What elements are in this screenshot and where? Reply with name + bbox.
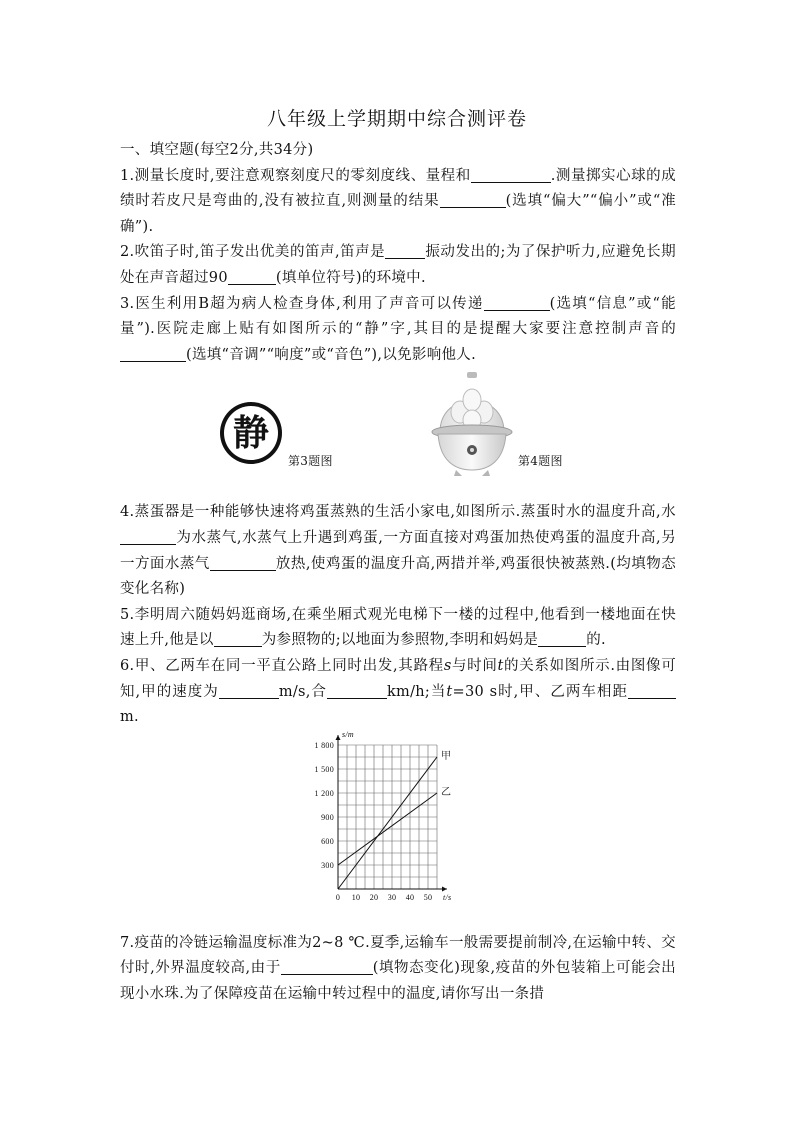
jing-char: 静 (232, 413, 270, 455)
q5-text-b: 为参照物的;以地面为参照物,李明和妈妈是 (261, 632, 539, 649)
question-6 (120, 654, 676, 731)
q5-blank-2[interactable] (538, 630, 586, 647)
q6-text-c: 的关系如图所示.由图像可知,甲的速度为 (120, 657, 677, 700)
q6-text-d: m/s,合 (278, 683, 327, 700)
q5-text-a: 5.李明周六随妈妈逛商场,在乘坐厢式观光电梯下一楼的过程中,他看到一楼地面在快速上升,他是以 (120, 606, 676, 649)
figure-4-caption: 第4题图 (518, 454, 563, 469)
y-axis-arrow (336, 735, 341, 740)
question-5 (120, 603, 676, 654)
q4-text-c: 放热,使鸡蛋的温度升高,两措并举,鸡蛋很快被蒸熟.(均填物态变化名称) (120, 555, 676, 598)
q3-text-a: 3.医生利用B超为病人检查身体,利用了声音可以传递 (120, 295, 484, 312)
q3-blank-2[interactable] (120, 345, 186, 362)
y-tick-label: 1 200 (314, 788, 334, 798)
q6-var-t2: t (446, 683, 453, 700)
q7-text-a: 7.疫苗的冷链运输温度标准为2~8 ℃.夏季,运输车一般需要提前制冷,在运输中转、交付时,外界温度较高,由于 (120, 934, 676, 977)
q6-blank-2[interactable] (327, 682, 387, 699)
x-axis-label: t/s (443, 892, 452, 902)
q2-text-c: (填单位符号)的环境中. (275, 269, 426, 286)
x-tick-label: 30 (387, 892, 397, 902)
q6-text-a: 6.甲、乙两车在同一平直公路上同时出发,其路程 (120, 657, 444, 674)
q2-blank-2[interactable] (228, 268, 276, 285)
q6-blank-3[interactable] (628, 682, 676, 699)
q2-text-b: 振动发出的;为了保护听力,应避免长期处在声音超过90 (120, 244, 676, 286)
q6-text-f: =30 s时,甲、乙两车相距 (452, 683, 628, 700)
q6-text-e: km/h;当 (386, 683, 447, 700)
q1-text-b: .测量掷实心球的成绩时若皮尺是弯曲的,没有被拉直,则测量的结果 (120, 167, 676, 210)
question-3 (120, 292, 676, 369)
page-title: 八年级上学期期中综合测评卷 (266, 108, 527, 130)
q5-text-c: 的. (586, 632, 606, 649)
q3-text-c: (选填“音调”“响度”或“音色”),以免影响他人. (186, 346, 477, 363)
x-axis-arrow (442, 886, 447, 891)
series-label-jia: 甲 (441, 750, 452, 762)
y-axis-label: s/m (342, 729, 355, 739)
y-tick-label: 600 (321, 836, 334, 846)
figure-6-chart-area (120, 731, 676, 921)
section-heading: 一、填空题(每空2分,共34分) (120, 142, 314, 158)
distance-time-chart (304, 729, 464, 919)
q1-blank-2[interactable] (440, 191, 506, 208)
q6-text-b: 与时间 (451, 657, 498, 674)
y-tick-label: 1 800 (314, 740, 334, 750)
q4-text-b: 为水蒸气,水蒸气上升遇到鸡蛋,一方面直接对鸡蛋加热使鸡蛋的温度升高,另一方面水蒸气 (120, 529, 676, 572)
q6-text-g: m. (120, 709, 139, 726)
q6-blank-1[interactable] (219, 682, 279, 699)
q6-var-s: s (443, 657, 452, 674)
q4-blank-2[interactable] (210, 554, 276, 571)
question-2 (120, 240, 676, 291)
y-tick-label: 300 (321, 860, 334, 870)
question-4 (120, 500, 676, 602)
q5-blank-1[interactable] (214, 630, 262, 647)
q4-blank-1[interactable] (120, 528, 176, 545)
question-7 (120, 931, 676, 1008)
question-content (120, 138, 676, 1007)
jing-sign-icon (218, 400, 284, 466)
x-tick-label: 10 (351, 892, 361, 902)
q6-var-t: t (497, 657, 504, 674)
x-tick-label: 40 (405, 892, 415, 902)
q7-blank-1[interactable] (281, 958, 373, 975)
x-tick-label: 0 (335, 892, 341, 902)
q7-text-b: (填物态变化)现象,疫苗的外包装箱上可能会出现小水珠.为了保障疫苗在运输中转过程中的温度,请你写出一条措 (120, 960, 676, 1002)
series-line-jia (338, 757, 437, 889)
x-tick-label: 50 (423, 892, 433, 902)
figures-row (120, 368, 676, 500)
q3-text-b: (选填“信息”或“能量”).医院走廊上贴有如图所示的“静”字,其目的是提醒大家要注意控制声音的 (120, 295, 676, 338)
figure-3-caption: 第3题图 (288, 454, 333, 469)
y-tick-label: 900 (321, 812, 334, 822)
q1-blank-1[interactable] (471, 166, 551, 183)
egg-cooker-icon (430, 368, 514, 478)
q2-text-a: 2.吹笛子时,笛子发出优美的笛声,笛声是 (120, 244, 386, 261)
q4-text-a: 4.蒸蛋器是一种能够快速将鸡蛋蒸熟的生活小家电,如图所示.蒸蛋时水的温度升高,水 (120, 504, 676, 521)
x-tick-label: 20 (369, 892, 379, 902)
q2-blank-1[interactable] (385, 242, 425, 259)
q3-blank-1[interactable] (484, 294, 550, 311)
question-1 (120, 164, 676, 241)
q1-text-a: 1.测量长度时,要注意观察刻度尺的零刻度线、量程和 (120, 167, 471, 184)
series-label-yi: 乙 (441, 786, 452, 798)
q1-text-c: (选填“偏大”“偏小”或“准确”). (120, 193, 676, 235)
y-tick-label: 1 500 (314, 764, 334, 774)
